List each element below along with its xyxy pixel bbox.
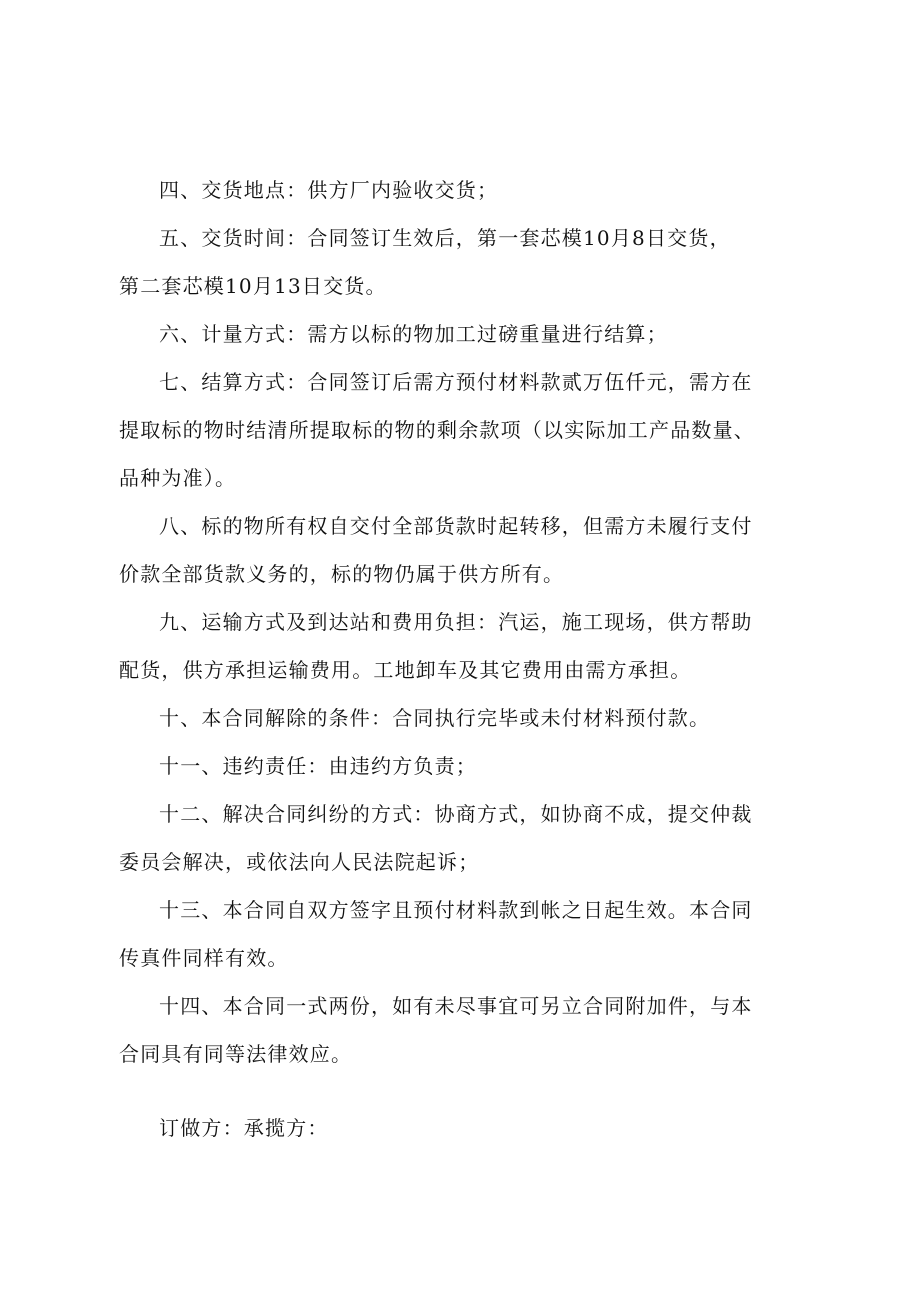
clause-line: 五、交货时间：合同签订生效后，第一套芯模10月8日交货， [159, 226, 731, 250]
clause-line: 六、计量方式：需方以标的物加工过磅重量进行结算； [159, 322, 668, 346]
contract-body [119, 166, 819, 1152]
clause-delivery-time [119, 214, 819, 310]
clause-line: 八、标的物所有权自交付全部货款时起转移，但需方未履行支付 [159, 514, 753, 538]
clause-delivery-location [119, 166, 819, 214]
clause-line: 合同具有同等法律效应。 [119, 1042, 353, 1066]
clause-line: 十三、本合同自双方签字且预付材料款到帐之日起生效。本合同 [159, 898, 753, 922]
clause-ownership-transfer [119, 502, 819, 598]
clause-line: 配货，供方承担运输费用。工地卸车及其它费用由需方承担。 [119, 658, 692, 682]
clause-line: 九、运输方式及到达站和费用负担：汽运，施工现场，供方帮助 [159, 610, 753, 634]
signature-line: 订做方：承揽方： [159, 1116, 329, 1140]
clause-line: 十二、解决合同纠纷的方式：协商方式，如协商不成，提交仲裁 [159, 802, 753, 826]
clause-line: 十四、本合同一式两份，如有未尽事宜可另立合同附加件，与本 [159, 994, 753, 1018]
clause-line: 品种为准）。 [119, 466, 237, 490]
clause-line: 十一、违约责任：由违约方负责； [159, 754, 477, 778]
clause-line: 委员会解决，或依法向人民法院起诉； [119, 850, 480, 874]
clause-liability [119, 742, 819, 790]
clause-line: 价款全部货款义务的，标的物仍属于供方所有。 [119, 562, 565, 586]
clause-settlement-method [119, 358, 819, 502]
clause-termination [119, 694, 819, 742]
clause-line: 传真件同样有效。 [119, 946, 289, 970]
clause-effectiveness [119, 886, 819, 982]
clause-transport [119, 598, 819, 694]
clause-measurement-method [119, 310, 819, 358]
clause-line: 七、结算方式：合同签订后需方预付材料款贰万伍仟元，需方在 [159, 370, 753, 394]
clause-copies [119, 982, 819, 1078]
clause-dispute-resolution [119, 790, 819, 886]
clause-line: 四、交货地点：供方厂内验收交货； [159, 178, 499, 202]
clause-line: 第二套芯模10月13日交货。 [119, 274, 387, 298]
clause-line: 十、本合同解除的条件：合同执行完毕或未付材料预付款。 [159, 706, 711, 730]
clause-line: 提取标的物时结清所提取标的物的剩余款项（以实际加工产品数量、 [119, 418, 755, 442]
